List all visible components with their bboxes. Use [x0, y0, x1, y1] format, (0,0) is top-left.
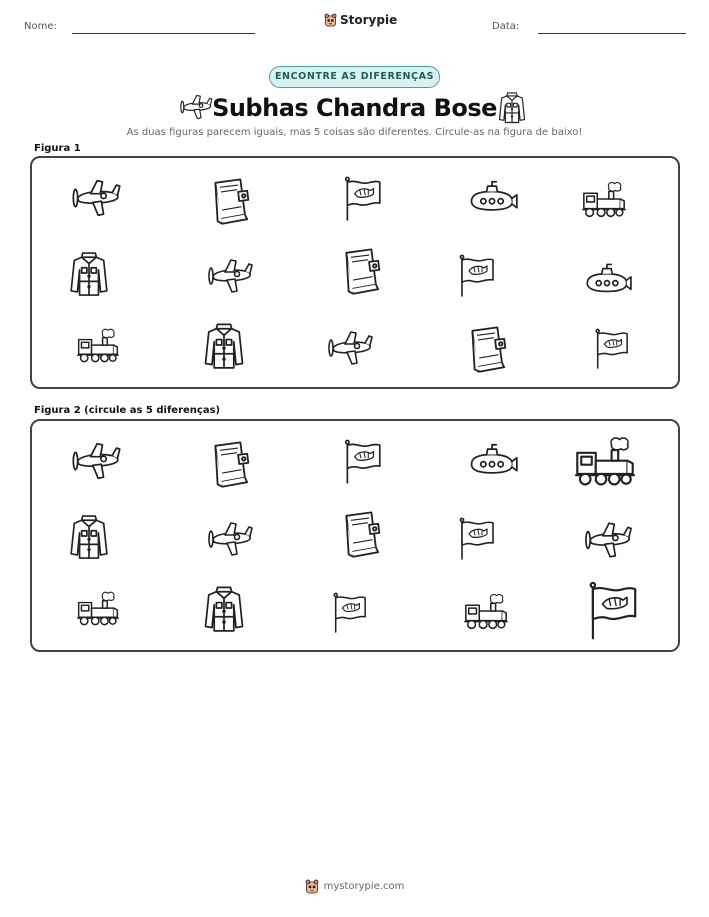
train-icon: [580, 178, 628, 222]
title-row: [0, 90, 709, 126]
figure2-label: Figura 2 (circule as 5 diferenças): [34, 405, 221, 416]
name-label: Nome:: [24, 21, 57, 32]
train-icon: [572, 431, 638, 493]
date-label: Data:: [492, 21, 520, 32]
train-icon: [75, 587, 121, 631]
brand-name: Storypie: [340, 13, 398, 27]
book-icon: [336, 509, 384, 559]
storypie-logo-icon: [305, 879, 319, 894]
train-icon: [75, 324, 121, 368]
figure1-panel: [30, 156, 680, 389]
tiger-flag-icon: [330, 591, 368, 635]
uniform-jacket-icon: [496, 90, 528, 124]
storypie-logo-icon: [324, 13, 337, 27]
figure1-label: Figura 1: [34, 143, 81, 154]
train-icon: [462, 589, 510, 635]
footer: [0, 879, 709, 894]
book-icon: [204, 176, 254, 226]
tiger-flag-icon: [456, 517, 496, 561]
tiger-flag-icon: [592, 328, 630, 370]
tiger-flag-icon: [584, 581, 640, 641]
book-icon: [336, 246, 384, 296]
book-icon: [204, 439, 254, 489]
submarine-icon: [465, 178, 519, 218]
book-icon: [461, 324, 511, 374]
uniform-jacket-icon: [202, 320, 246, 370]
header-bar: [0, 0, 709, 46]
tiger-flag-icon: [456, 254, 496, 298]
instructions-text: As duas figuras parecem iguais, mas 5 coisas são diferentes. Circule-as na figura de baixo!: [126, 127, 583, 138]
tiger-flag-icon: [340, 439, 384, 485]
activity-badge: ENCONTRE AS DIFERENÇAS: [269, 66, 440, 88]
name-field-line[interactable]: [72, 33, 255, 34]
airplane-icon: [323, 328, 377, 368]
footer-url[interactable]: mystorypie.com: [323, 881, 405, 892]
airplane-icon: [203, 519, 257, 559]
uniform-jacket-icon: [68, 248, 110, 298]
page-title: Subhas Chandra Bose: [212, 94, 497, 122]
submarine-icon: [581, 260, 633, 300]
submarine-icon: [465, 441, 519, 481]
airplane-icon: [69, 176, 123, 220]
tiger-flag-icon: [340, 176, 384, 222]
uniform-jacket-icon: [202, 583, 246, 633]
airplane-icon: [69, 439, 123, 483]
date-field-line[interactable]: [538, 33, 686, 34]
brand: [324, 13, 397, 27]
uniform-jacket-icon: [68, 511, 110, 561]
airplane-icon: [581, 519, 635, 561]
figure2-panel: [30, 419, 680, 652]
airplane-icon: [203, 256, 257, 296]
